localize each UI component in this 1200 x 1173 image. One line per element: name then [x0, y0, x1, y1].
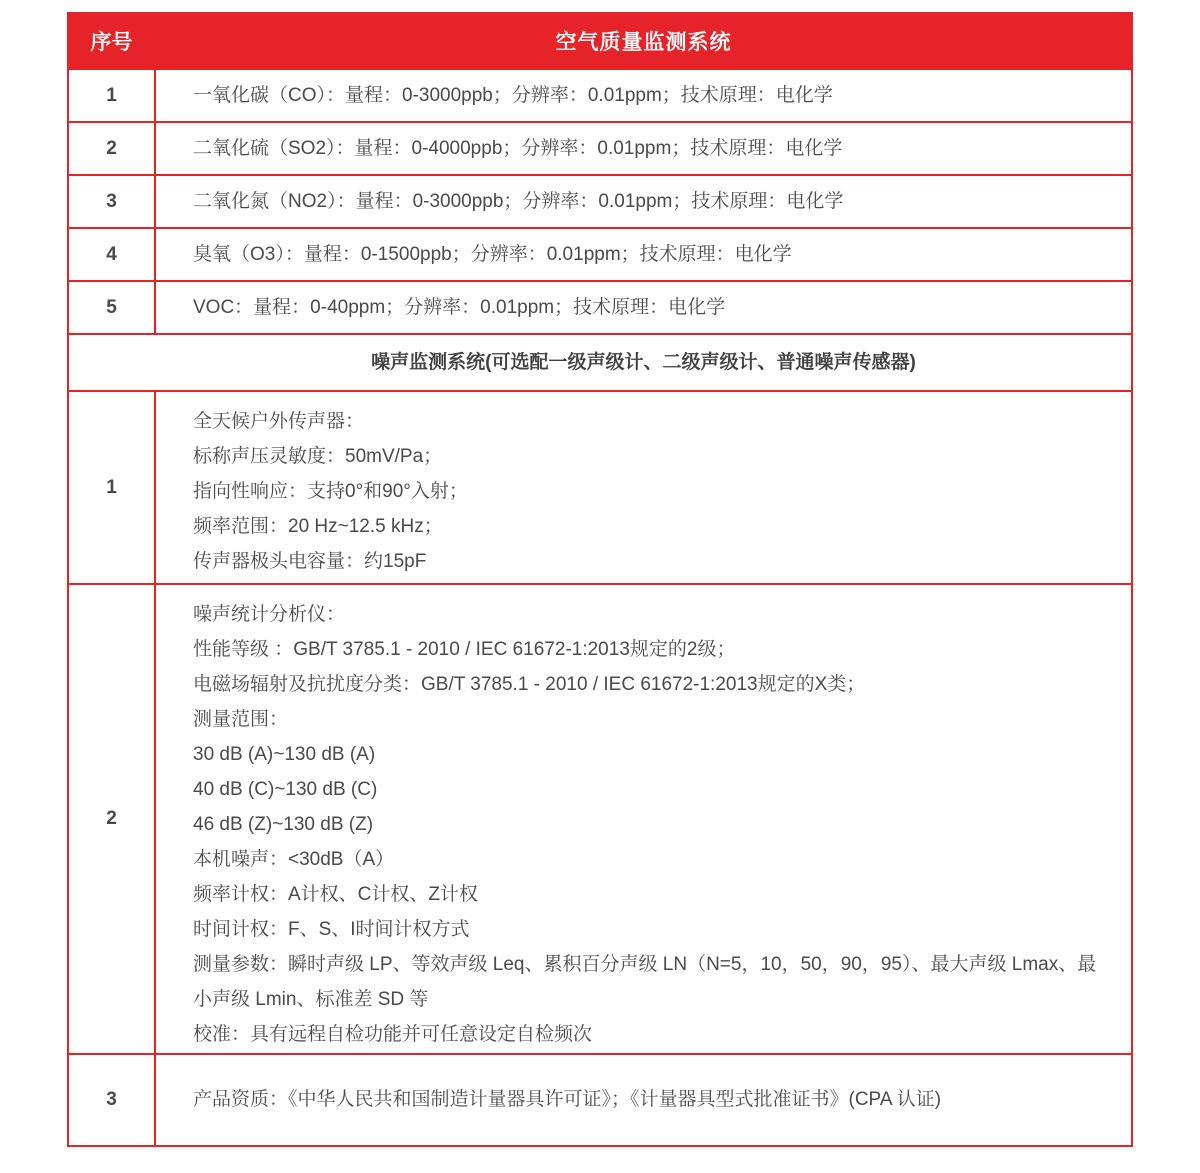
spec-line: 校准：具有远程自检功能并可任意设定自检频次: [193, 1024, 593, 1045]
spec-table: [67, 12, 1133, 1147]
row-index: 1: [69, 392, 156, 583]
row-spec-text: [156, 392, 1131, 583]
spec-line: 30 dB (A)~130 dB (A): [193, 744, 376, 765]
row-spec-text: VOC：量程：0-40ppm；分辨率：0.01ppm；技术原理：电化学: [193, 296, 726, 318]
table-title: 空气质量监测系统: [555, 31, 732, 54]
spec-line: 噪声统计分析仪：: [193, 604, 346, 625]
spec-line: 46 dB (Z)~130 dB (Z): [193, 814, 374, 835]
row-index: 4: [69, 229, 156, 280]
spec-line: 电磁场辐射及抗扰度分类：GB/T 3785.1 - 2010 / IEC 61672-1:2013规定的X类；: [193, 674, 866, 695]
table-row: [69, 1053, 1131, 1145]
row-spec-text: 产品资质：《中华人民共和国制造计量器具许可证》；《计量器具型式批准证书》(CPA 认证): [193, 1089, 942, 1110]
row-spec-text: 二氧化氮（NO2）：量程：0-3000ppb；分辨率：0.01ppm；技术原理：电化学: [193, 190, 844, 212]
spec-line: 本机噪声：<30dB（A）: [193, 849, 395, 870]
spec-line: 测量参数：瞬时声级 LP、等效声级 Leq、累积百分声级 LN（N=5，10，50，90，95）、最大声级 Lmax、最小声级 Lmin、标准差 SD 等: [193, 954, 1097, 1010]
row-index: 2: [69, 585, 156, 1053]
row-index: 5: [69, 282, 156, 333]
spec-line: 标称声压灵敏度：50mV/Pa；: [193, 446, 443, 467]
table-header-row: [69, 14, 1131, 68]
row-index: 1: [69, 70, 156, 121]
header-index-label: 序号: [69, 14, 156, 68]
row-index: 2: [69, 123, 156, 174]
spec-line: 时间计权：F、S、I时间计权方式: [193, 919, 470, 940]
row-index: 3: [69, 1055, 156, 1145]
table-row: [69, 174, 1131, 227]
table-row: [69, 280, 1131, 333]
table-row: [69, 583, 1131, 1053]
spec-line: 性能等级 ：GB/T 3785.1 - 2010 / IEC 61672-1:2013规定的2级；: [193, 639, 736, 660]
table-row: [69, 121, 1131, 174]
row-spec-text: 二氧化硫（SO2）：量程：0-4000ppb；分辨率：0.01ppm；技术原理：电化学: [193, 137, 843, 159]
spec-line: 全天候户外传声器：: [193, 411, 365, 432]
table-row: [69, 68, 1131, 121]
spec-line: 频率范围：20 Hz~12.5 kHz；: [193, 516, 443, 537]
table-row: [69, 390, 1131, 583]
row-spec-text: [156, 585, 1131, 1053]
spec-line: 指向性响应：支持0°和90°入射；: [193, 481, 468, 502]
spec-line: 测量范围：: [193, 709, 289, 730]
spec-line: 40 dB (C)~130 dB (C): [193, 779, 378, 800]
row-index: 3: [69, 176, 156, 227]
spec-line: 传声器极头电容量：约15pF: [193, 551, 427, 572]
spec-line: 频率计权：A计权、C计权、Z计权: [193, 884, 479, 905]
noise-section-header: 噪声监测系统(可选配一级声级计、二级声级计、普通噪声传感器): [69, 333, 1131, 390]
row-spec-text: 臭氧（O3）：量程：0-1500ppb；分辨率：0.01ppm；技术原理：电化学: [193, 243, 792, 265]
row-spec-text: 一氧化碳（CO）：量程：0-3000ppb；分辨率：0.01ppm；技术原理：电化学: [193, 84, 833, 106]
table-row: [69, 227, 1131, 280]
